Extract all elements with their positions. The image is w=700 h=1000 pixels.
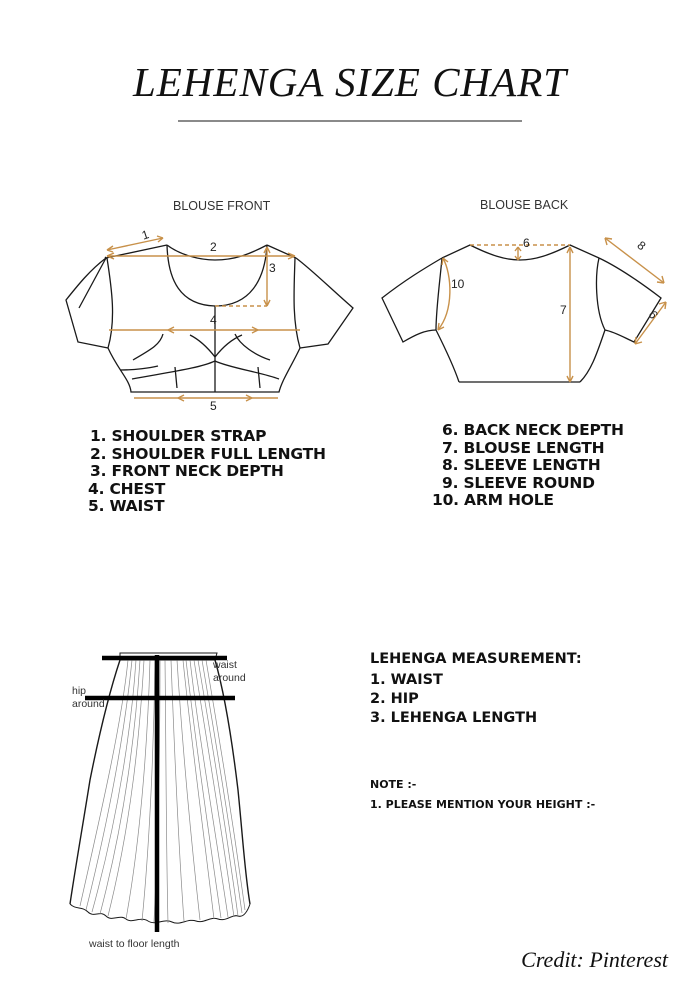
list-item: 2. SHOULDER FULL LENGTH: [90, 444, 326, 463]
blouse-back-label: BLOUSE BACK: [480, 198, 569, 212]
marker-7: 7: [560, 303, 567, 317]
front-measurement-list: [90, 428, 326, 516]
lehenga-measurement-heading: LEHENGA MEASUREMENT:: [370, 651, 582, 667]
list-item: 1. SHOULDER STRAP: [90, 427, 267, 445]
marker-2: 2: [210, 240, 217, 254]
waist-to-floor-label: waist to floor length: [89, 938, 180, 950]
waist-around-label: waist around: [213, 659, 246, 684]
list-item: 1. WAIST: [370, 672, 443, 688]
marker-5: 5: [210, 399, 217, 413]
hip-around-label: hip around: [72, 685, 105, 710]
marker-4: 4: [210, 313, 217, 327]
list-item: 3. LEHENGA LENGTH: [370, 710, 538, 726]
lehenga-measurement-section: [370, 651, 582, 728]
list-item: 9. SLEEVE ROUND: [442, 473, 595, 492]
list-item: 6. BACK NECK DEPTH: [442, 421, 624, 439]
note-section: [370, 775, 595, 815]
blouse-front-label: BLOUSE FRONT: [173, 199, 271, 213]
marker-6: 6: [523, 236, 530, 250]
list-item: 4. CHEST: [88, 479, 166, 498]
credit-text: Credit: Pinterest: [521, 947, 668, 972]
list-item: 2. HIP: [370, 691, 419, 707]
list-item: 7. BLOUSE LENGTH: [442, 438, 605, 457]
page-title: LEHENGA SIZE CHART: [132, 59, 568, 105]
back-measurement-list: [432, 421, 624, 510]
blouse-back-diagram: [370, 220, 680, 420]
note-heading: NOTE :-: [370, 778, 417, 791]
marker-3: 3: [269, 261, 276, 275]
marker-10: 10: [451, 277, 465, 291]
list-item: 3. FRONT NECK DEPTH: [90, 462, 284, 480]
note-item: 1. PLEASE MENTION YOUR HEIGHT :-: [370, 798, 596, 811]
title-divider: [178, 120, 522, 122]
list-item: 8. SLEEVE LENGTH: [442, 456, 601, 474]
marker-8: 8: [634, 238, 649, 254]
marker-1: 1: [139, 227, 151, 243]
blouse-front-diagram: [60, 220, 360, 420]
marker-9: 9: [645, 307, 662, 322]
list-item: 5. WAIST: [88, 497, 165, 515]
list-item: 10. ARM HOLE: [432, 491, 554, 509]
